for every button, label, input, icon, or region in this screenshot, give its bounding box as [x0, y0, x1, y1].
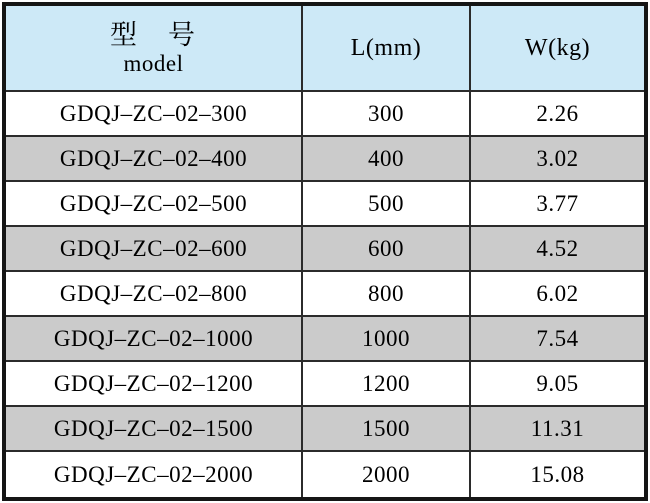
length-cell: 600 [303, 227, 471, 270]
model-cell: GDQJ–ZC–02–1000 [6, 317, 303, 360]
table-row [6, 272, 644, 317]
weight-cell: 3.02 [536, 146, 579, 171]
weight-cell: 2.26 [536, 101, 579, 126]
table-row [6, 182, 644, 227]
model-cell: GDQJ–ZC–02–2000 [6, 452, 303, 497]
weight-cell: 3.77 [536, 191, 579, 216]
model-cell: GDQJ–ZC–02–300 [6, 92, 303, 135]
length-cell: 2000 [303, 452, 471, 497]
model-cell: GDQJ–ZC–02–600 [6, 227, 303, 270]
weight-cell: 7.54 [536, 326, 579, 351]
length-cell: 500 [303, 182, 471, 225]
table-row [6, 317, 644, 362]
weight-cell: 11.31 [530, 416, 585, 441]
header-model-en-label: model [123, 50, 184, 76]
header-model-zh-label: 型 号 [110, 19, 197, 50]
length-cell: 300 [303, 92, 471, 135]
model-cell: GDQJ–ZC–02–400 [6, 137, 303, 180]
table-row [6, 227, 644, 272]
spec-table [2, 2, 648, 501]
table-row [6, 137, 644, 182]
weight-cell: 6.02 [536, 281, 579, 306]
table-header-row [6, 6, 644, 92]
length-cell: 400 [303, 137, 471, 180]
model-cell: GDQJ–ZC–02–500 [6, 182, 303, 225]
table-row [6, 407, 644, 452]
model-cell: GDQJ–ZC–02–1500 [6, 407, 303, 450]
length-cell: 1200 [303, 362, 471, 405]
header-model-column [6, 6, 303, 90]
table-row [6, 452, 644, 497]
table-row [6, 92, 644, 137]
weight-cell: 4.52 [536, 236, 579, 261]
model-cell: GDQJ–ZC–02–800 [6, 272, 303, 315]
header-length-column: L(mm) [303, 6, 471, 90]
length-cell: 1000 [303, 317, 471, 360]
length-cell: 800 [303, 272, 471, 315]
model-cell: GDQJ–ZC–02–1200 [6, 362, 303, 405]
length-cell: 1500 [303, 407, 471, 450]
table-row [6, 362, 644, 407]
header-weight-column: W(kg) [524, 35, 591, 61]
table-body [6, 92, 644, 497]
weight-cell: 9.05 [536, 371, 579, 396]
weight-cell: 15.08 [530, 462, 585, 487]
